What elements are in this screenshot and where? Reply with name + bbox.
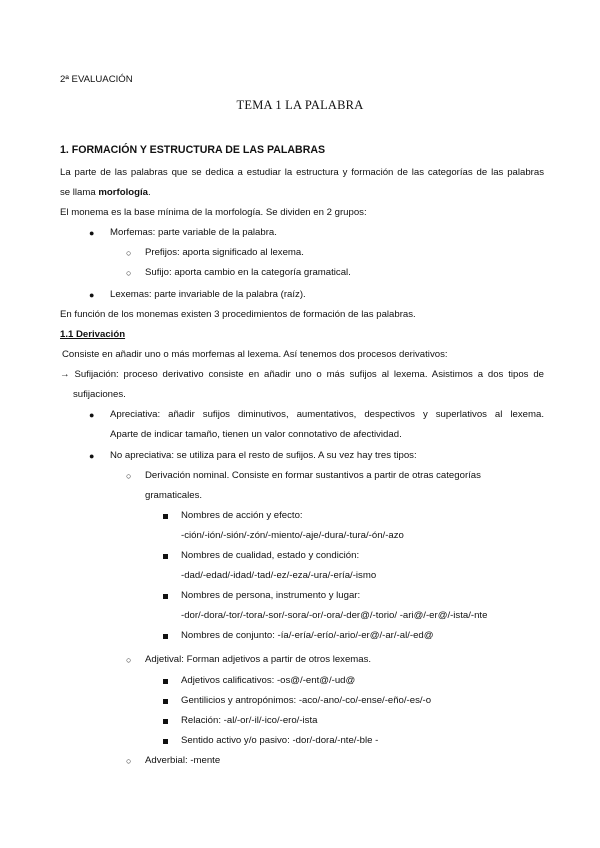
intro-line-2-pre: se llama xyxy=(60,187,99,198)
bullet-circle: ○ xyxy=(126,655,132,665)
derivacion-intro: Consiste en añadir uno o más morfemas al lexema. Así tenemos dos procesos derivativos: xyxy=(62,349,448,360)
intro-line-2 xyxy=(60,187,151,199)
derivacion-heading: 1.1 Derivación xyxy=(60,329,126,340)
sufijacion-line-1: → Sufijación: proceso derivativo consiste en añadir uno o más sufijos al lexema. Asistimos a dos tipos de xyxy=(60,369,544,380)
gentilicios-item: Gentilicios y antropónimos: -aco/-ano/-co/-ense/-eño/-es/-o xyxy=(181,695,432,706)
bullet-square xyxy=(163,634,168,639)
moneme-definition: El monema es la base mínima de la morfología. Se dividen en 2 grupos: xyxy=(60,207,367,218)
conjunto-item: Nombres de conjunto: -ía/-ería/-erío/-ario/-er@/-ar/-al/-ed@ xyxy=(181,630,434,641)
accion-label: Nombres de acción y efecto: xyxy=(181,510,303,521)
calificativos-item: Adjetivos calificativos: -os@/-ent@/-ud@ xyxy=(181,675,356,686)
no-apreciativa-item: No apreciativa: se utiliza para el resto de sufijos. A su vez hay tres tipos: xyxy=(110,450,417,461)
cualidad-suffixes: -dad/-edad/-idad/-tad/-ez/-eza/-ura/-ería/-ismo xyxy=(181,570,377,581)
bullet-square xyxy=(163,719,168,724)
bullet-circle: ○ xyxy=(126,248,132,258)
persona-label: Nombres de persona, instrumento y lugar: xyxy=(181,590,361,601)
bullet-dot: ● xyxy=(89,451,95,461)
apreciativa-line-2: Aparte de indicar tamaño, tienen un valor connotativo de afectividad. xyxy=(110,429,402,440)
bullet-square xyxy=(163,514,168,519)
sufijacion-line-2: sufijaciones. xyxy=(73,389,126,400)
bullet-square xyxy=(163,699,168,704)
bullet-circle: ○ xyxy=(126,268,132,278)
adverbial-item: Adverbial: -mente xyxy=(145,755,221,766)
document-title: TEMA 1 LA PALABRA xyxy=(236,98,364,112)
evaluation-label: 2ª EVALUACIÓN xyxy=(60,74,133,85)
bullet-circle: ○ xyxy=(126,471,132,481)
bullet-square xyxy=(163,739,168,744)
bullet-dot: ● xyxy=(89,228,95,238)
bullet-square xyxy=(163,594,168,599)
intro-line-1: La parte de las palabras que se dedica a estudiar la estructura y formación de las categorías de las palabras xyxy=(60,167,544,178)
bullet-square xyxy=(163,554,168,559)
bullet-dot: ● xyxy=(89,290,95,300)
adjetival-item: Adjetival: Forman adjetivos a partir de otros lexemas. xyxy=(145,654,372,665)
persona-suffixes: -dor/-dora/-tor/-tora/-sor/-sora/-or/-ora/-der@/-torio/ -ari@/-er@/-ista/-nte xyxy=(181,610,488,621)
section-heading: 1. FORMACIÓN Y ESTRUCTURA DE LAS PALABRAS xyxy=(60,144,326,156)
nominal-line-2: gramaticales. xyxy=(145,490,203,501)
procedures-text: En función de los monemas existen 3 procedimientos de formación de las palabras. xyxy=(60,309,416,320)
bullet-dot: ● xyxy=(89,410,95,420)
sentido-item: Sentido activo y/o pasivo: -dor/-dora/-nte/-ble - xyxy=(181,735,379,746)
sufijo-item: Sufijo: aporta cambio en la categoría gramatical. xyxy=(145,267,351,278)
intro-line-2-post: . xyxy=(147,187,151,198)
relacion-item: Relación: -al/-or/-il/-ico/-ero/-ista xyxy=(181,715,318,726)
nominal-line-1: Derivación nominal. Consiste en formar sustantivos a partir de otras categorías xyxy=(145,470,481,481)
accion-suffixes: -ción/-ión/-sión/-zón/-miento/-aje/-dura/-tura/-ón/-azo xyxy=(181,530,404,541)
morfemas-item: Morfemas: parte variable de la palabra. xyxy=(110,227,277,238)
bullet-square xyxy=(163,679,168,684)
apreciativa-line-1: Apreciativa: añadir sufijos diminutivos, aumentativos, despectivos y superlativos al lexema. xyxy=(110,409,544,420)
bullet-circle: ○ xyxy=(126,756,132,766)
cualidad-label: Nombres de cualidad, estado y condición: xyxy=(181,550,360,561)
morfologia-term: morfología xyxy=(98,187,148,198)
lexemas-item: Lexemas: parte invariable de la palabra (raíz). xyxy=(110,289,306,300)
prefijos-item: Prefijos: aporta significado al lexema. xyxy=(145,247,304,258)
